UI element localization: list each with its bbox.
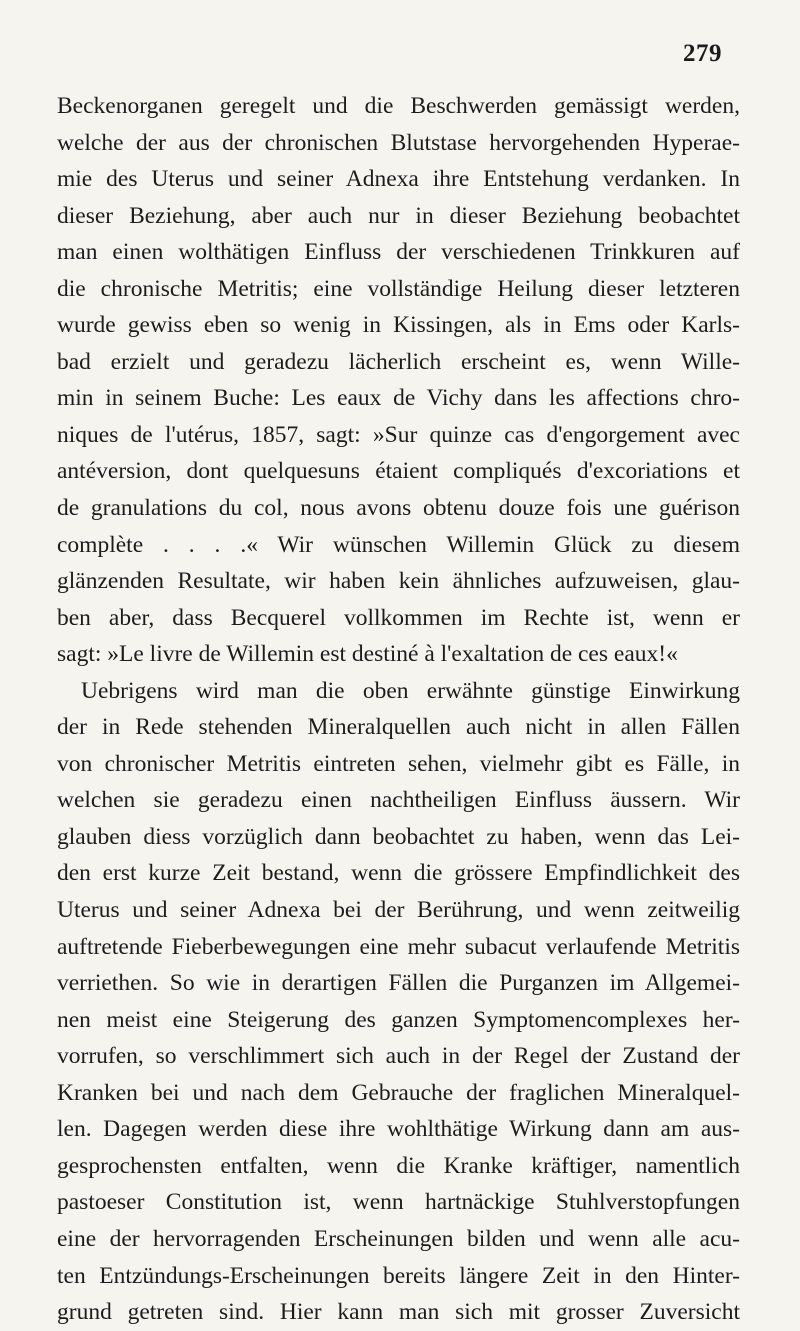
text-line: Beckenorganen geregelt und die Beschwerden gemässigt werden,: [57, 93, 740, 119]
text-line: Uterus und seiner Adnexa bei der Berührung, und wenn zeitweilig: [57, 897, 740, 924]
text-line: complète . . . .« Wir wünschen Willemin Glück zu diesem: [57, 531, 740, 558]
page-number: 279: [683, 40, 722, 67]
text-line: welche der aus der chronischen Blutstase hervorgehenden Hyperae-: [57, 129, 740, 156]
text-line: eine der hervorragenden Erscheinungen bilden und wenn alle acu-: [57, 1225, 740, 1252]
text-line: ten Entzündungs-Erscheinungen bereits längere Zeit in den Hinter-: [57, 1262, 740, 1289]
text-line: ben aber, dass Becquerel vollkommen im Rechte ist, wenn er: [57, 604, 740, 631]
text-line: Uebrigens wird man die oben erwähnte günstige Einwirkung: [81, 677, 740, 704]
text-line: dieser Beziehung, aber auch nur in dieser Beziehung beobachtet: [57, 202, 740, 229]
text-line: der in Rede stehenden Mineralquellen auch nicht in allen Fällen: [57, 714, 740, 741]
text-line: len. Dagegen werden diese ihre wohlthätige Wirkung dann am aus-: [57, 1116, 740, 1143]
text-line: die chronische Metritis; eine vollständige Heilung dieser letzteren: [57, 275, 740, 302]
text-line: wurde gewiss eben so wenig in Kissingen, als in Ems oder Karls-: [57, 312, 740, 339]
text-line: nen meist eine Steigerung des ganzen Symptomencomplexes her-: [57, 1006, 740, 1033]
text-line: de granulations du col, nous avons obtenu douze fois une guérison: [57, 495, 740, 522]
text-line: bad erzielt und geradezu lächerlich erscheint es, wenn Wille-: [57, 348, 740, 375]
text-line: mie des Uterus und seiner Adnexa ihre Entstehung verdanken. In: [57, 166, 740, 193]
text-line: welchen sie geradezu einen nachtheiligen Einfluss äussern. Wir: [57, 787, 740, 814]
text-line: verriethen. So wie in derartigen Fällen die Purganzen im Allgemei-: [57, 970, 740, 997]
text-line: auftretende Fieberbewegungen eine mehr subacut verlaufende Metritis: [57, 933, 740, 960]
text-line: den erst kurze Zeit bestand, wenn die grössere Empfindlichkeit des: [57, 860, 740, 887]
body-text: [57, 88, 740, 1331]
text-line: grund getreten sind. Hier kann man sich mit grosser Zuversicht: [57, 1299, 740, 1326]
text-line: min in seinem Buche: Les eaux de Vichy dans les affections chro-: [57, 385, 740, 412]
text-line: glauben diess vorzüglich dann beobachtet zu haben, wenn das Lei-: [57, 823, 740, 850]
text-line: glänzenden Resultate, wir haben kein ähnliches aufzuweisen, glau-: [57, 568, 740, 595]
text-line: antéversion, dont quelquesuns étaient compliqués d'excoriations et: [57, 458, 740, 485]
text-line: pastoeser Constitution ist, wenn hartnäckige Stuhlverstopfungen: [57, 1189, 740, 1216]
text-line: man einen wolthätigen Einfluss der verschiedenen Trinkkuren auf: [57, 239, 740, 266]
text-line: niques de l'utérus, 1857, sagt: »Sur quinze cas d'engorgement avec: [57, 421, 740, 448]
text-line: gesprochensten entfalten, wenn die Kranke kräftiger, namentlich: [57, 1152, 740, 1179]
text-line: Kranken bei und nach dem Gebrauche der fraglichen Mineralquel-: [57, 1079, 740, 1106]
text-line: sagt: »Le livre de Willemin est destiné à l'exaltation de ces eaux!«: [57, 641, 678, 668]
text-line: vorrufen, so verschlimmert sich auch in der Regel der Zustand der: [57, 1043, 740, 1070]
text-line: von chronischer Metritis eintreten sehen, vielmehr gibt es Fälle, in: [57, 750, 740, 777]
